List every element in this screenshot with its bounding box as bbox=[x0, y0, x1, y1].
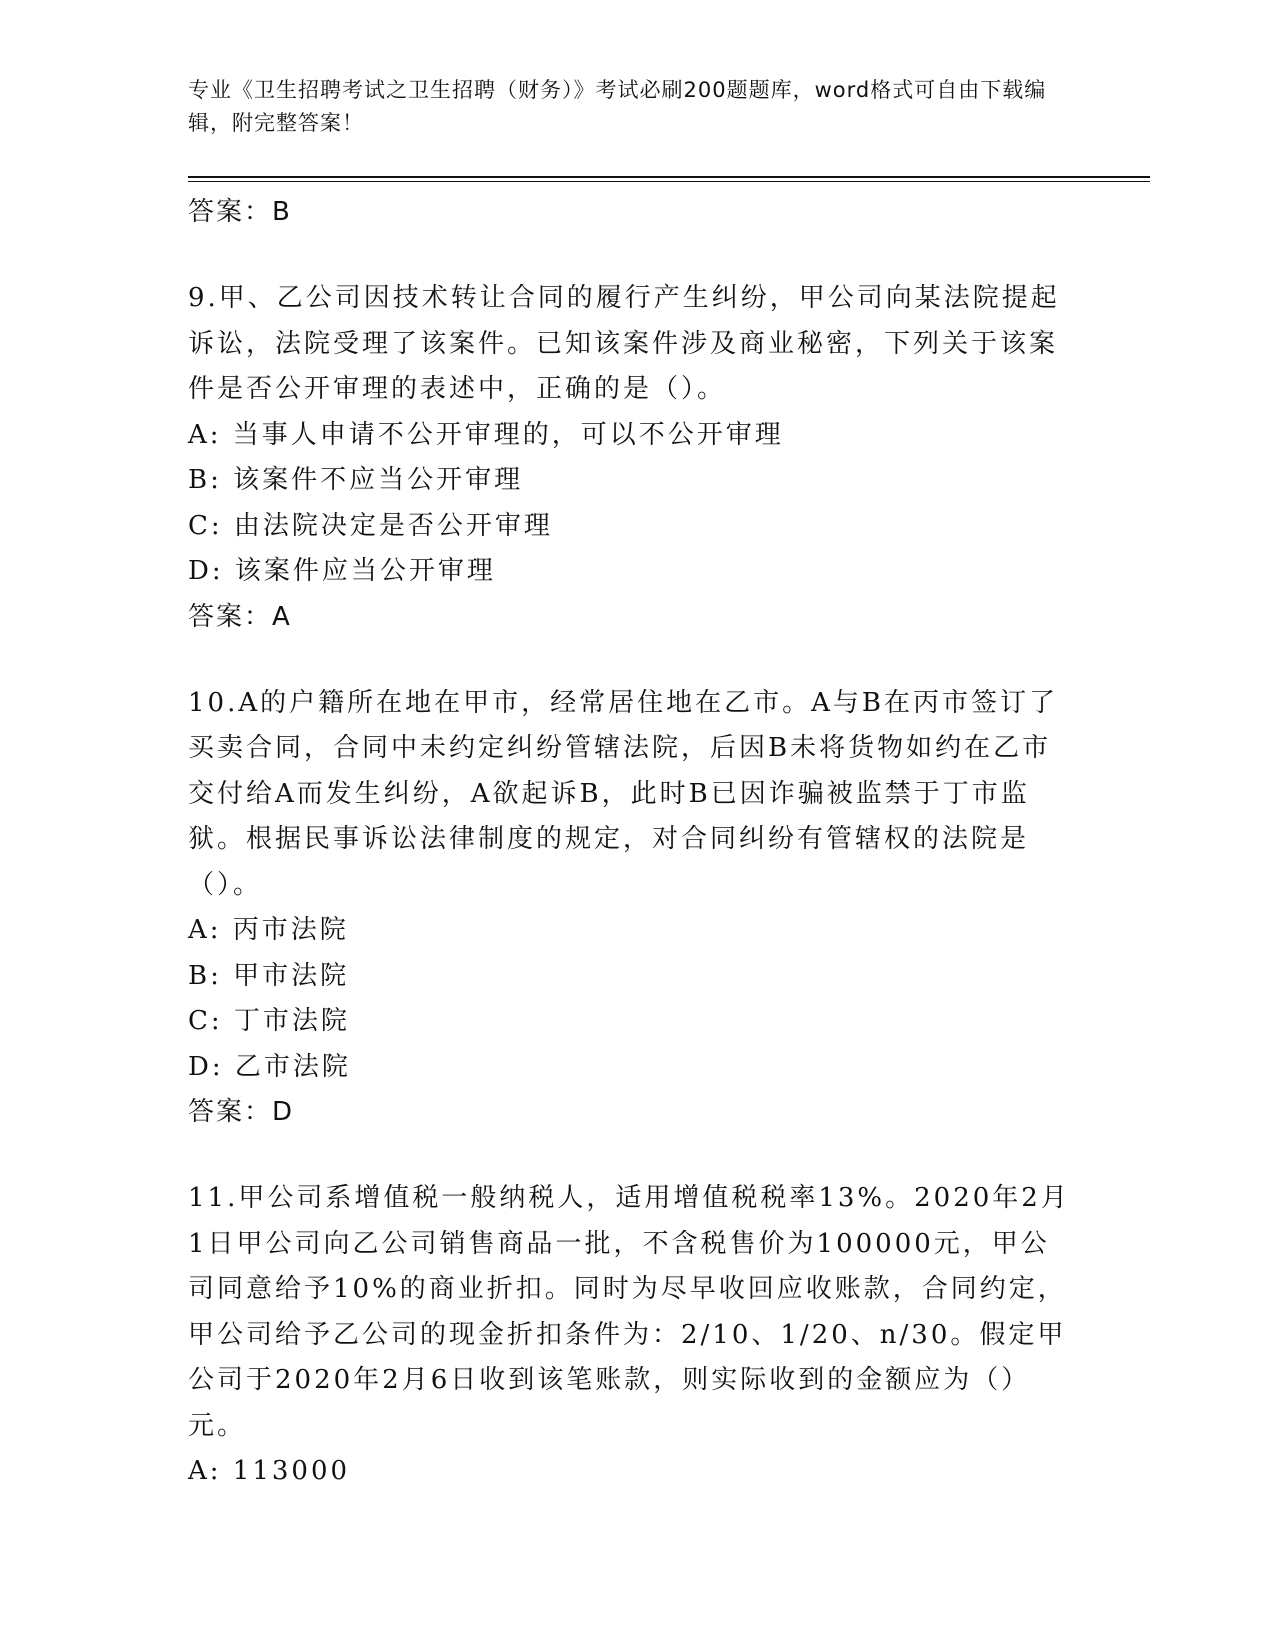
question-text: 10.A的户籍所在地在甲市，经常居住地在乙市。A与B在丙市签订了买卖合同，合同中未约定纠纷管辖法院，后因B未将货物如约在乙市交付给A而发生纠纷，A欲起诉B，此时B已因诈骗被监禁于丁市监狱。根据民事诉讼法律制度的规定，对合同纠纷有管辖权的法院是（）。 bbox=[188, 687, 1059, 900]
question-10 bbox=[188, 681, 1078, 1136]
option-a: A: 113000 bbox=[188, 1456, 351, 1486]
question-text: 9.甲、乙公司因技术转让合同的履行产生纠纷，甲公司向某法院提起诉讼，法院受理了该案件。已知该案件涉及商业秘密，下列关于该案件是否公开审理的表述中，正确的是（）。 bbox=[188, 283, 1060, 404]
document-body bbox=[188, 190, 1078, 1495]
option-d: D: 乙市法院 bbox=[188, 1051, 351, 1082]
question-9 bbox=[188, 276, 1078, 640]
option-a: A: 丙市法院 bbox=[188, 915, 349, 945]
question-answer: 答案：D bbox=[188, 1097, 295, 1127]
document-header: 专业《卫生招聘考试之卫生招聘（财务）》考试必刷200题题库，word格式可自由下载编辑，附完整答案！ bbox=[188, 78, 1047, 135]
header-divider-thin bbox=[188, 181, 1150, 182]
option-b: B: 该案件不应当公开审理 bbox=[188, 465, 524, 495]
option-c: C: 由法院决定是否公开审理 bbox=[188, 510, 553, 541]
option-b: B: 甲市法院 bbox=[188, 960, 350, 991]
option-a: A: 当事人申请不公开审理的，可以不公开审理 bbox=[188, 419, 784, 450]
question-answer: 答案：A bbox=[188, 601, 292, 632]
question-11 bbox=[188, 1176, 1078, 1495]
option-d: D: 该案件应当公开审理 bbox=[188, 556, 496, 586]
header-divider-thick bbox=[188, 176, 1150, 178]
option-c: C: 丁市法院 bbox=[188, 1006, 350, 1036]
question-text: 11.甲公司系增值税一般纳税人，适用增值税税率13%。2020年2月1日甲公司向乙公司销售商品一批，不含税售价为100000元，甲公司同意给予10%的商业折扣。同时为尽早收回应收账款，合同约定，甲公司给予乙公司的现金折扣条件为：2/10、1/20、n/30。假定甲公司于2020年2月6日收到该笔账款，则实际收到的金额应为（）元。 bbox=[188, 1183, 1070, 1441]
previous-answer: 答案：B bbox=[188, 197, 292, 227]
